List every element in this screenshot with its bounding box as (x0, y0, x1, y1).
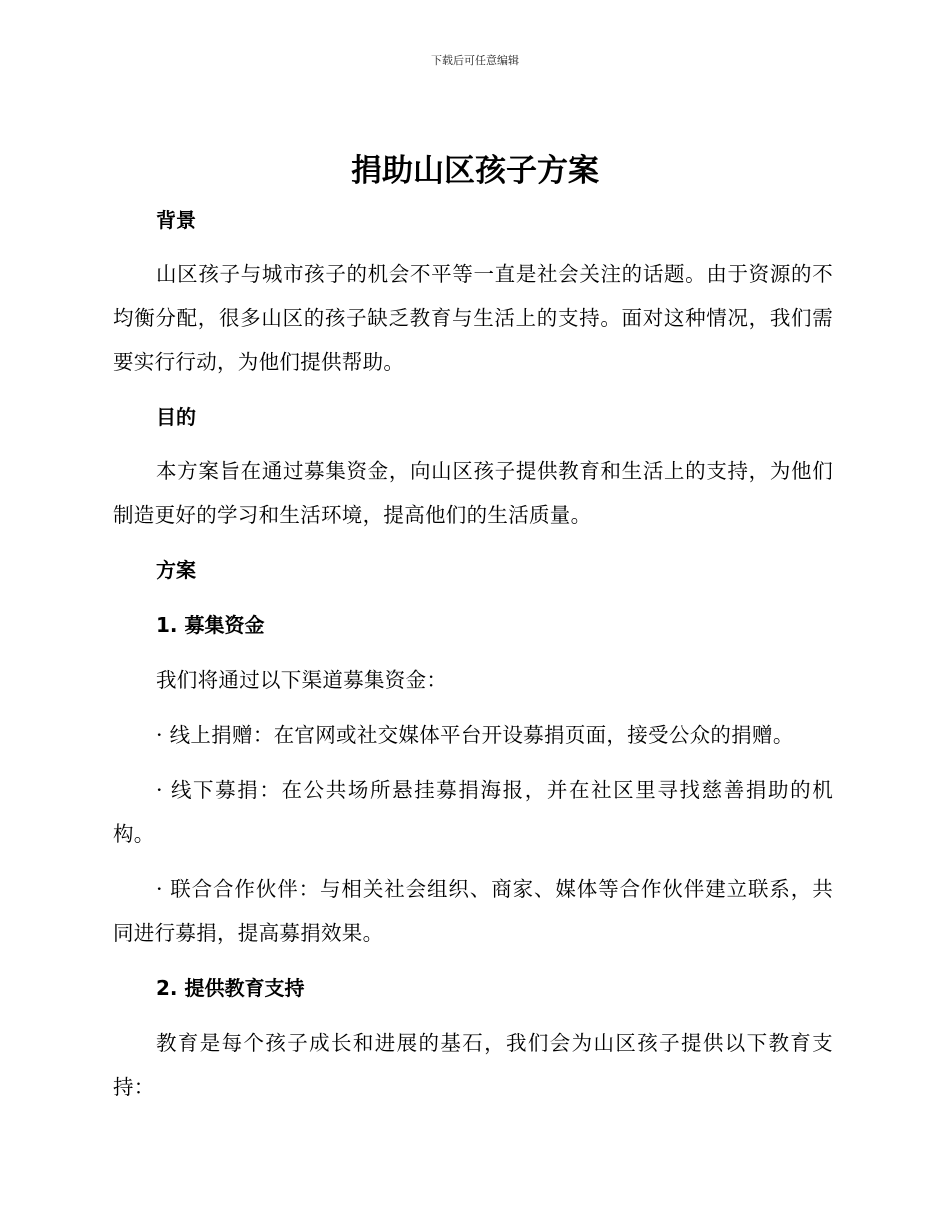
section-heading-plan: 方案 (156, 558, 196, 582)
list-item-offline-donation: · 线下募捐：在公共场所悬挂募捐海报，并在社区里寻找慈善捐助的机构。 (113, 778, 833, 846)
list-item-online-donation: · 线上捐赠：在官网或社交媒体平台开设募捐页面，接受公众的捐赠。 (156, 723, 794, 747)
subsection-heading-education: 2. 提供教育支持 (156, 976, 305, 1000)
subsection-heading-fundraising: 1. 募集资金 (156, 613, 265, 637)
paragraph-education-intro: 教育是每个孩子成长和进展的基石，我们会为山区孩子提供以下教育支持： (113, 1031, 833, 1099)
paragraph-purpose: 本方案旨在通过募集资金，向山区孩子提供教育和生活上的支持，为他们制造更好的学习和生活环境，提高他们的生活质量。 (113, 459, 833, 527)
paragraph-background: 山区孩子与城市孩子的机会不平等一直是社会关注的话题。由于资源的不均衡分配，很多山区的孩子缺乏教育与生活上的支持。面对这种情况，我们需要实行行动，为他们提供帮助。 (113, 262, 833, 374)
list-item-partners: · 联合合作伙伴：与相关社会组织、商家、媒体等合作伙伴建立联系，共同进行募捐，提高募捐效果。 (113, 877, 833, 945)
section-heading-purpose: 目的 (156, 405, 196, 429)
page-header-note: 下载后可任意编辑 (431, 54, 519, 67)
document-title: 捐助山区孩子方案 (351, 153, 599, 189)
section-heading-background: 背景 (156, 208, 196, 232)
document-body (113, 198, 833, 1109)
paragraph-fundraising-intro: 我们将通过以下渠道募集资金： (156, 668, 448, 692)
